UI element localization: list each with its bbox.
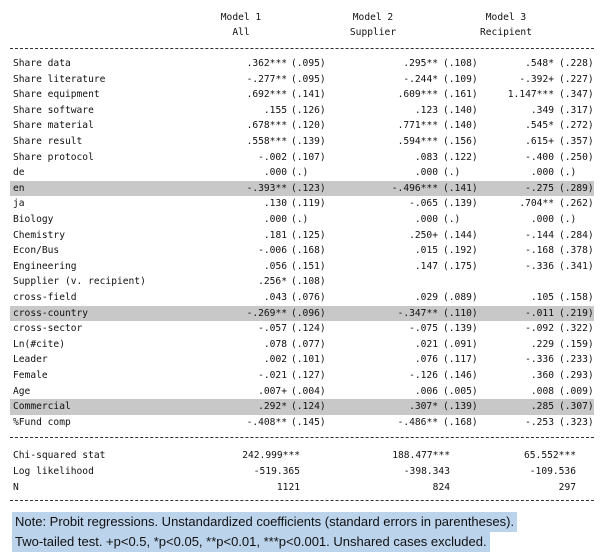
stat-label: N	[13, 482, 19, 493]
se-model-2: (.161)	[443, 89, 478, 101]
se-model-3: (.289)	[559, 182, 594, 194]
coef-model-2: .076	[414, 354, 438, 366]
se-model-1: (.101)	[291, 354, 326, 366]
se-model-3: (.219)	[559, 307, 594, 319]
se-model-2: (.110)	[443, 307, 478, 319]
se-model-3: (.378)	[559, 245, 594, 257]
coef-model-3: -.275	[525, 182, 554, 194]
se-model-2: (.122)	[443, 151, 478, 163]
stat-model-1: 1121	[276, 482, 300, 493]
coef-model-1: .002	[263, 354, 287, 366]
coef-model-3: .615+	[525, 136, 554, 147]
coefficients-bottom-rule	[10, 437, 594, 438]
stat-model-3: -109.536	[529, 466, 576, 477]
stat-model-3: 65.552***	[524, 450, 576, 461]
row-label: Econ/Bus	[13, 245, 60, 257]
coef-model-3: .704**	[519, 198, 554, 210]
coef-model-3: -.092	[525, 323, 554, 335]
coef-model-3: -.011	[525, 307, 554, 319]
se-model-1: (.095)	[291, 58, 326, 69]
coef-model-2: -.486**	[397, 416, 438, 428]
se-model-1: (.096)	[291, 307, 326, 319]
table-row	[10, 368, 594, 384]
row-label: en	[13, 182, 25, 194]
table-row	[10, 134, 594, 150]
coef-model-3: .349	[530, 104, 554, 116]
table-row	[10, 290, 594, 306]
table-row	[10, 352, 594, 368]
note-line-1: Note: Probit regressions. Unstandardized coefficients (standard errors in parentheses).	[12, 512, 517, 532]
table-row	[10, 384, 594, 400]
coef-model-2: .006	[414, 385, 438, 397]
coef-model-2: -.075	[409, 323, 438, 335]
se-model-2: (.144)	[443, 229, 478, 241]
coef-model-3: .360	[530, 370, 554, 381]
row-label: %Fund comp	[13, 416, 71, 428]
coef-model-1: .678***	[246, 120, 287, 132]
stats-row	[10, 464, 594, 480]
se-model-2: (.005)	[443, 385, 478, 397]
table-row	[10, 337, 594, 353]
header-model-2	[318, 10, 428, 40]
header-model-3-title: Model 3	[485, 12, 527, 23]
coef-model-1: .292*	[258, 401, 287, 413]
se-model-3: (.341)	[559, 260, 594, 272]
coef-model-1: .000	[263, 167, 287, 179]
stat-model-2: -398.343	[403, 466, 450, 477]
se-model-2: (.109)	[443, 73, 478, 85]
se-model-3: (.009)	[559, 385, 594, 397]
stat-model-3: 297	[558, 482, 576, 493]
se-model-3: (.284)	[559, 229, 594, 241]
coef-model-2: .123	[414, 104, 438, 116]
se-model-2: (.146)	[443, 370, 478, 381]
se-model-1: (.119)	[291, 198, 326, 210]
se-model-2: (.)	[443, 167, 461, 179]
se-model-2: (.140)	[443, 104, 478, 116]
se-model-3: (.272)	[559, 120, 594, 132]
header-model-1	[186, 10, 296, 40]
se-model-2: (.117)	[443, 354, 478, 366]
coef-model-1: .256*	[258, 276, 287, 288]
se-model-1: (.124)	[291, 323, 326, 335]
table-row	[10, 306, 594, 322]
coef-model-3: .008	[530, 385, 554, 397]
coef-model-3: -.336	[525, 260, 554, 272]
table-row	[10, 196, 594, 212]
coef-model-2: -.244*	[403, 73, 438, 85]
row-label: cross-sector	[13, 323, 83, 335]
se-model-1: (.168)	[291, 245, 326, 257]
se-model-3: (.250)	[559, 151, 594, 163]
header-model-3-sample: Recipient	[480, 27, 532, 38]
se-model-3: (.323)	[559, 416, 594, 428]
se-model-3: (.)	[559, 167, 577, 179]
coef-model-1: .362***	[246, 58, 287, 69]
table-row	[10, 165, 594, 181]
row-label: Share material	[13, 120, 94, 132]
stats-row	[10, 448, 594, 464]
se-model-3: (.293)	[559, 370, 594, 381]
table-row	[10, 243, 594, 259]
header-model-3	[451, 10, 561, 40]
se-model-2: (.091)	[443, 338, 478, 350]
se-model-2: (.175)	[443, 260, 478, 272]
stat-model-1: -519.365	[253, 466, 300, 477]
se-model-1: (.107)	[291, 151, 326, 163]
coef-model-3: -.336	[525, 354, 554, 366]
table-row	[10, 228, 594, 244]
coef-model-3: .229	[530, 338, 554, 350]
row-label: Chemistry	[13, 229, 65, 241]
coef-model-1: -.269**	[246, 307, 287, 319]
se-model-3: (.158)	[559, 292, 594, 303]
table-row	[10, 415, 594, 431]
header-model-1-title: Model 1	[220, 12, 262, 23]
se-model-2: (.)	[443, 214, 461, 225]
se-model-3: (.159)	[559, 338, 594, 350]
table-row	[10, 321, 594, 337]
table-note	[10, 512, 594, 552]
row-label: Leader	[13, 354, 48, 366]
table-row	[10, 72, 594, 88]
coef-model-1: -.021	[258, 370, 287, 381]
se-model-2: (.108)	[443, 58, 478, 69]
se-model-1: (.151)	[291, 260, 326, 272]
se-model-1: (.)	[291, 214, 309, 225]
stats-row	[10, 480, 594, 496]
se-model-1: (.004)	[291, 385, 326, 397]
row-label: ja	[13, 198, 25, 210]
row-label: de	[13, 167, 25, 179]
table-row	[10, 181, 594, 197]
coef-model-1: .043	[263, 292, 287, 303]
coef-model-2: -.347**	[397, 307, 438, 319]
coef-model-2: .295**	[403, 58, 438, 69]
coef-model-2: -.496***	[391, 182, 438, 194]
coef-model-2: .015	[414, 245, 438, 257]
coef-model-1: .155	[263, 104, 287, 116]
se-model-2: (.139)	[443, 198, 478, 210]
coef-model-1: .078	[263, 338, 287, 350]
stat-model-2: 188.477***	[392, 450, 450, 461]
se-model-1: (.077)	[291, 338, 326, 350]
se-model-3: (.317)	[559, 104, 594, 116]
table-row	[10, 399, 594, 415]
coef-model-3: -.392+	[519, 73, 554, 85]
se-model-3: (.347)	[559, 89, 594, 101]
coef-model-2: .250+	[409, 229, 438, 241]
table-row	[10, 274, 594, 290]
table-row	[10, 259, 594, 275]
coef-model-2: .083	[414, 151, 438, 163]
table-row	[10, 212, 594, 228]
se-model-2: (.141)	[443, 182, 478, 194]
se-model-2: (.089)	[443, 292, 478, 303]
coef-model-1: -.408**	[246, 416, 287, 428]
coef-model-1: .007+	[258, 385, 287, 397]
coef-model-3: .548*	[525, 58, 554, 69]
coef-model-3: -.168	[525, 245, 554, 257]
header-model-1-sample: All	[232, 27, 250, 38]
table-row	[10, 118, 594, 134]
coef-model-2: .029	[414, 292, 438, 303]
se-model-1: (.095)	[291, 73, 326, 85]
stats-bottom-rule	[10, 500, 594, 501]
coef-model-3: .000	[530, 167, 554, 179]
stat-model-2: 824	[432, 482, 450, 493]
coef-model-1: .692***	[246, 89, 287, 101]
header-rule	[10, 48, 594, 49]
se-model-3: (.)	[559, 214, 577, 225]
se-model-1: (.123)	[291, 182, 326, 194]
coef-model-3: .105	[530, 292, 554, 303]
coef-model-1: .558***	[246, 136, 287, 147]
row-label: Female	[13, 370, 48, 381]
stat-label: Chi-squared stat	[13, 450, 106, 461]
coef-model-2: .307*	[409, 401, 438, 413]
se-model-1: (.141)	[291, 89, 326, 101]
coef-model-3: .545*	[525, 120, 554, 132]
se-model-1: (.076)	[291, 292, 326, 303]
coef-model-2: .021	[414, 338, 438, 350]
se-model-1: (.139)	[291, 136, 326, 147]
coef-model-1: -.393**	[246, 182, 287, 194]
coef-model-3: .285	[530, 401, 554, 413]
se-model-1: (.127)	[291, 370, 326, 381]
row-label: cross-field	[13, 292, 77, 303]
row-label: Biology	[13, 214, 54, 225]
coef-model-1: -.057	[258, 323, 287, 335]
row-label: cross-country	[13, 307, 89, 319]
se-model-1: (.126)	[291, 104, 326, 116]
se-model-3: (.227)	[559, 73, 594, 85]
stat-label: Log likelihood	[13, 466, 94, 477]
se-model-2: (.139)	[443, 323, 478, 335]
row-label: Commercial	[13, 401, 71, 413]
row-label: Share software	[13, 104, 94, 116]
coef-model-3: -.144	[525, 229, 554, 241]
row-label: Age	[13, 385, 31, 397]
row-label: Share data	[13, 58, 71, 69]
coef-model-1: .000	[263, 214, 287, 225]
row-label: Share equipment	[13, 89, 100, 101]
coef-model-2: -.065	[409, 198, 438, 210]
row-label: Share literature	[13, 73, 106, 85]
row-label: Share result	[13, 136, 83, 147]
se-model-3: (.322)	[559, 323, 594, 335]
row-label: Ln(#cite)	[13, 338, 65, 350]
coef-model-1: -.277**	[246, 73, 287, 85]
se-model-1: (.108)	[291, 276, 326, 288]
table-row	[10, 87, 594, 103]
coef-model-2: .147	[414, 260, 438, 272]
table-row	[10, 103, 594, 119]
se-model-1: (.124)	[291, 401, 326, 413]
coef-model-3: -.253	[525, 416, 554, 428]
coef-model-2: .000	[414, 167, 438, 179]
row-label: Supplier (v. recipient)	[13, 276, 146, 288]
coef-model-3: 1.147***	[507, 89, 554, 101]
table-row	[10, 150, 594, 166]
note-line-2: Two-tailed test. +p<0.5, *p<0.05, **p<0.01, ***p<0.001. Unshared cases excluded.	[12, 532, 490, 552]
row-label: Share protocol	[13, 151, 94, 163]
se-model-1: (.145)	[291, 416, 326, 428]
header-model-2-title: Model 2	[352, 12, 394, 23]
coef-model-3: .000	[530, 214, 554, 225]
coef-model-2: .609***	[397, 89, 438, 101]
stat-model-1: 242.999***	[242, 450, 300, 461]
se-model-2: (.168)	[443, 416, 478, 428]
coef-model-1: .181	[263, 229, 287, 241]
se-model-3: (.307)	[559, 401, 594, 413]
coef-model-1: .056	[263, 260, 287, 272]
se-model-1: (.120)	[291, 120, 326, 132]
coef-model-3: -.400	[525, 151, 554, 163]
coef-model-2: -.126	[409, 370, 438, 381]
se-model-1: (.)	[291, 167, 309, 179]
se-model-2: (.139)	[443, 401, 478, 413]
row-label: Engineering	[13, 260, 77, 272]
se-model-2: (.156)	[443, 136, 478, 147]
se-model-3: (.233)	[559, 354, 594, 366]
coef-model-1: .130	[263, 198, 287, 210]
se-model-3: (.357)	[559, 136, 594, 147]
coef-model-2: .771***	[397, 120, 438, 132]
se-model-1: (.125)	[291, 229, 326, 241]
coef-model-2: .000	[414, 214, 438, 225]
table-row	[10, 56, 594, 72]
header-model-2-sample: Supplier	[349, 27, 397, 38]
se-model-3: (.262)	[559, 198, 594, 210]
coef-model-1: -.002	[258, 151, 287, 163]
se-model-3: (.228)	[559, 58, 594, 69]
se-model-2: (.140)	[443, 120, 478, 132]
se-model-2: (.192)	[443, 245, 478, 257]
coef-model-2: .594***	[397, 136, 438, 147]
coef-model-1: -.006	[258, 245, 287, 257]
